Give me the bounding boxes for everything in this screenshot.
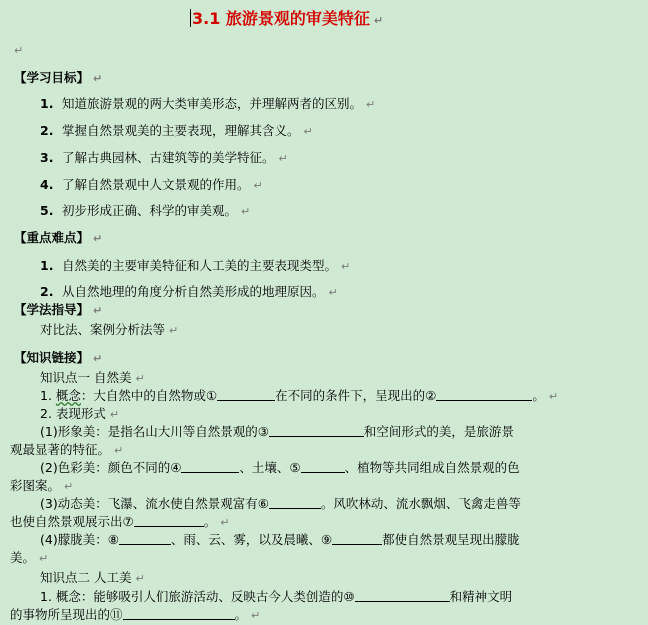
knowledge-point-1 (40, 370, 145, 387)
key-number: 2. (40, 284, 54, 299)
blank-10[interactable] (355, 590, 450, 602)
f1-text-a: (1)形象美：是指名山大川等自然景观的③ (40, 424, 269, 439)
method-text (40, 322, 178, 339)
paragraph-mark-icon: ↵ (93, 304, 103, 317)
key-heading-text: 【重点难点】 (14, 230, 90, 245)
c2-text-c: 的事物所呈现出的⑪ (10, 607, 123, 622)
key-item (40, 284, 338, 301)
blank-7[interactable] (134, 515, 204, 527)
concept-num: 1. (40, 388, 56, 403)
paragraph-mark-icon: ↵ (14, 44, 24, 57)
paragraph-mark-icon: ↵ (39, 552, 49, 565)
c2-end: 。 (234, 607, 248, 622)
f3-end: 。 (203, 514, 217, 529)
paragraph-mark-icon: ↵ (251, 609, 261, 622)
goal-item (40, 123, 313, 140)
concept-2-cont (10, 607, 260, 624)
method-heading (14, 302, 102, 319)
form-3-cont (10, 514, 229, 531)
paragraph-mark-icon: ↵ (93, 352, 103, 365)
paragraph-mark-icon: ↵ (93, 72, 103, 85)
goal-number: 3. (40, 150, 54, 165)
paragraph-mark-icon: ↵ (373, 14, 384, 27)
concept-text-b: 在不同的条件下，呈现出的② (275, 388, 437, 403)
goals-heading-text: 【学习目标】 (14, 70, 90, 85)
f3-text-c: 也使自然景观展示出⑦ (10, 514, 134, 529)
forms-line (40, 406, 119, 423)
concept-end: 。 (532, 388, 545, 403)
paragraph-mark-icon: ↵ (328, 286, 338, 299)
goals-heading (14, 70, 102, 87)
f1-text-c: 观最显著的特征。 (10, 442, 111, 457)
blank-3[interactable] (269, 425, 364, 437)
paragraph-mark-icon: ↵ (114, 444, 124, 457)
paragraph-mark-icon: ↵ (278, 152, 288, 165)
f2-text-c: 、植物等共同组成自然景观的色 (344, 460, 520, 475)
paragraph-mark-icon: ↵ (93, 232, 103, 245)
method-content: 对比法、案例分析法等 (40, 322, 166, 337)
blank-1[interactable] (217, 389, 275, 401)
goal-number: 4. (40, 177, 54, 192)
goal-text: 了解古典园林、古建筑等的美学特征。 (62, 150, 275, 165)
goal-text: 初步形成正确、科学的审美观。 (62, 203, 238, 218)
blank-4[interactable] (181, 461, 239, 473)
paragraph-mark-icon: ↵ (366, 98, 376, 111)
title-text: 3.1 旅游景观的审美特征 (192, 9, 370, 28)
goal-item (40, 150, 288, 167)
paragraph-mark-icon: ↵ (135, 572, 145, 585)
f4-text-d: 美。 (10, 550, 36, 565)
blank-6[interactable] (269, 497, 321, 509)
form-1-cont (10, 442, 123, 459)
blank-2[interactable] (436, 389, 532, 401)
key-number: 1. (40, 258, 54, 273)
paragraph-mark-icon: ↵ (303, 125, 313, 138)
concept-text-a: ：大自然中的自然物或① (80, 388, 218, 403)
kp1-text: 知识点一 自然美 (40, 370, 132, 385)
key-item (40, 258, 350, 275)
paragraph-mark-icon: ↵ (135, 372, 145, 385)
form-4-line (40, 532, 520, 548)
goal-text: 掌握自然景观美的主要表现，理解其含义。 (62, 123, 300, 138)
goal-item (40, 177, 263, 194)
paragraph-mark-icon: ↵ (64, 480, 74, 493)
links-heading-text: 【知识链接】 (14, 350, 90, 365)
concept-word: 概念 (55, 388, 81, 403)
goal-number: 5. (40, 203, 54, 218)
f4-text-b: 、雨、云、雾，以及晨曦、⑨ (170, 532, 333, 547)
paragraph-mark-icon: ↵ (109, 408, 120, 421)
forms-text: 2. 表现形式 (40, 406, 106, 421)
f4-text-a: (4)朦胧美：⑧ (40, 532, 119, 547)
form-3-line (40, 496, 521, 512)
key-heading (14, 230, 102, 247)
c2-text-b: 和精神文明 (449, 589, 513, 604)
method-heading-text: 【学法指导】 (14, 302, 90, 317)
f2-text-a: (2)色彩美：颜色不同的④ (40, 460, 182, 475)
goal-item (40, 96, 375, 113)
form-1-line (40, 424, 514, 440)
form-2-line (40, 460, 520, 476)
paragraph-mark-icon: ↵ (169, 324, 179, 337)
empty-paragraph (10, 42, 23, 59)
form-2-cont (10, 478, 73, 495)
kp2-text: 知识点二 人工美 (40, 570, 132, 585)
paragraph-mark-icon: ↵ (241, 205, 251, 218)
key-text: 自然美的主要审美特征和人工美的主要表现类型。 (62, 258, 338, 273)
f3-text-a: (3)动态美：飞瀑、流水使自然景观富有⑥ (40, 496, 269, 511)
f3-text-b: 。风吹林动、流水飘烟、飞禽走兽等 (320, 496, 521, 511)
blank-11[interactable] (123, 608, 235, 620)
form-4-cont (10, 550, 48, 567)
key-text: 从自然地理的角度分析自然美形成的地理原因。 (62, 284, 325, 299)
knowledge-point-2 (40, 570, 145, 587)
paragraph-mark-icon: ↵ (341, 260, 351, 273)
f2-text-b: 、土壤、⑤ (239, 460, 301, 475)
concept-line (40, 388, 558, 405)
paragraph-mark-icon: ↵ (548, 390, 559, 403)
goal-number: 2. (40, 123, 54, 138)
goal-number: 1. (40, 96, 54, 111)
goal-text: 知道旅游景观的两大类审美形态，并理解两者的区别。 (62, 96, 363, 111)
blank-5[interactable] (301, 461, 345, 473)
goal-text: 了解自然景观中人文景观的作用。 (62, 177, 250, 192)
text-cursor (190, 9, 191, 27)
document-title (190, 6, 383, 29)
goal-item (40, 203, 250, 220)
blank-8[interactable] (119, 533, 171, 545)
paragraph-mark-icon: ↵ (253, 179, 263, 192)
f1-text-b: 和空间形式的美，是旅游景 (363, 424, 514, 439)
blank-9[interactable] (332, 533, 382, 545)
paragraph-mark-icon: ↵ (220, 516, 230, 529)
f4-text-c: 都使自然景观呈现出朦胧 (382, 532, 520, 547)
concept-2-line (40, 589, 512, 605)
f2-text-d: 彩图案。 (10, 478, 61, 493)
c2-text-a: 1. 概念：能够吸引人们旅游活动、反映古今人类创造的⑩ (40, 589, 355, 604)
links-heading (14, 350, 102, 367)
